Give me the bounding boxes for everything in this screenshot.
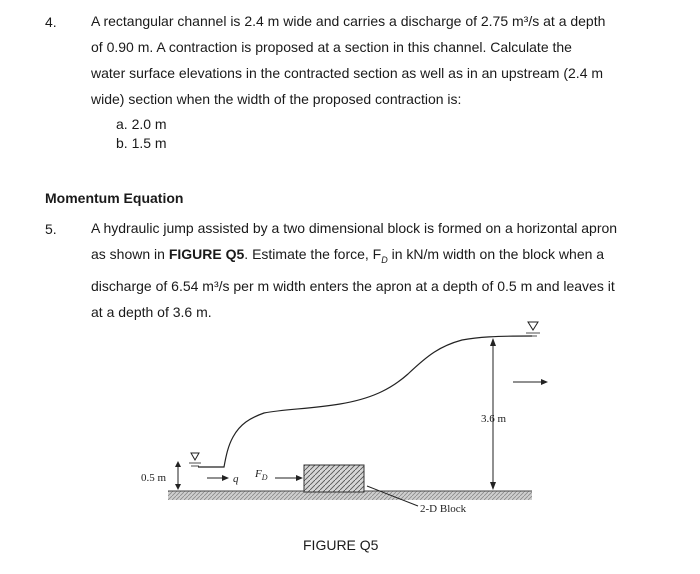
question-5-number: 5. [45, 221, 57, 237]
q5-line2-end: in kN/m width on the block when a [387, 246, 605, 262]
question-4-number: 4. [45, 14, 57, 30]
discharge-label: q [233, 473, 239, 485]
upstream-depth-label: 0.5 m [141, 472, 167, 484]
upstream-water-level-icon [191, 453, 199, 460]
section-heading: Momentum Equation [45, 190, 184, 206]
dimension-arrow-icon [490, 338, 496, 346]
arrow-head-icon [296, 475, 303, 481]
question-5-line: at a depth of 3.6 m. [91, 303, 212, 320]
dimension-arrow-icon [175, 461, 181, 467]
question-4-line: A rectangular channel is 2.4 m wide and carries a discharge of 2.75 m³/s at a depth [91, 13, 606, 29]
water-surface-profile [198, 336, 532, 467]
q5-line2-after: . Estimate the force, F [244, 246, 382, 262]
block-label: 2-D Block [420, 503, 467, 515]
question-4-line: wide) section when the width of the proposed contraction is: [91, 91, 462, 107]
question-4-option-a: a. 2.0 m [116, 116, 167, 132]
arrow-head-icon [541, 379, 548, 385]
question-4-option-b: b. 1.5 m [116, 135, 167, 151]
downstream-depth-label: 3.6 m [481, 413, 507, 425]
question-5-line: discharge of 6.54 m³/s per m width enters the apron at a depth of 0.5 m and leaves it [91, 277, 615, 294]
question-4-line: water surface elevations in the contracted section as well as in an upstream (2.4 m [91, 65, 604, 81]
dimension-arrow-icon [490, 482, 496, 490]
question-5-line: A hydraulic jump assisted by a two dimensional block is formed on a horizontal apron [91, 220, 618, 236]
two-d-block [304, 465, 364, 492]
question-4-line: of 0.90 m. A contraction is proposed at a section in this channel. Calculate the [91, 39, 572, 55]
dimension-arrow-icon [175, 484, 181, 490]
force-label: $F_D$ [255, 468, 268, 482]
downstream-water-level-icon [528, 322, 538, 330]
q5-line2-before: as shown in [91, 246, 169, 262]
force-subscript: D [381, 254, 388, 265]
figure-caption: FIGURE Q5 [303, 537, 379, 553]
arrow-head-icon [222, 475, 229, 481]
figure-reference: FIGURE Q5 [168, 246, 245, 262]
